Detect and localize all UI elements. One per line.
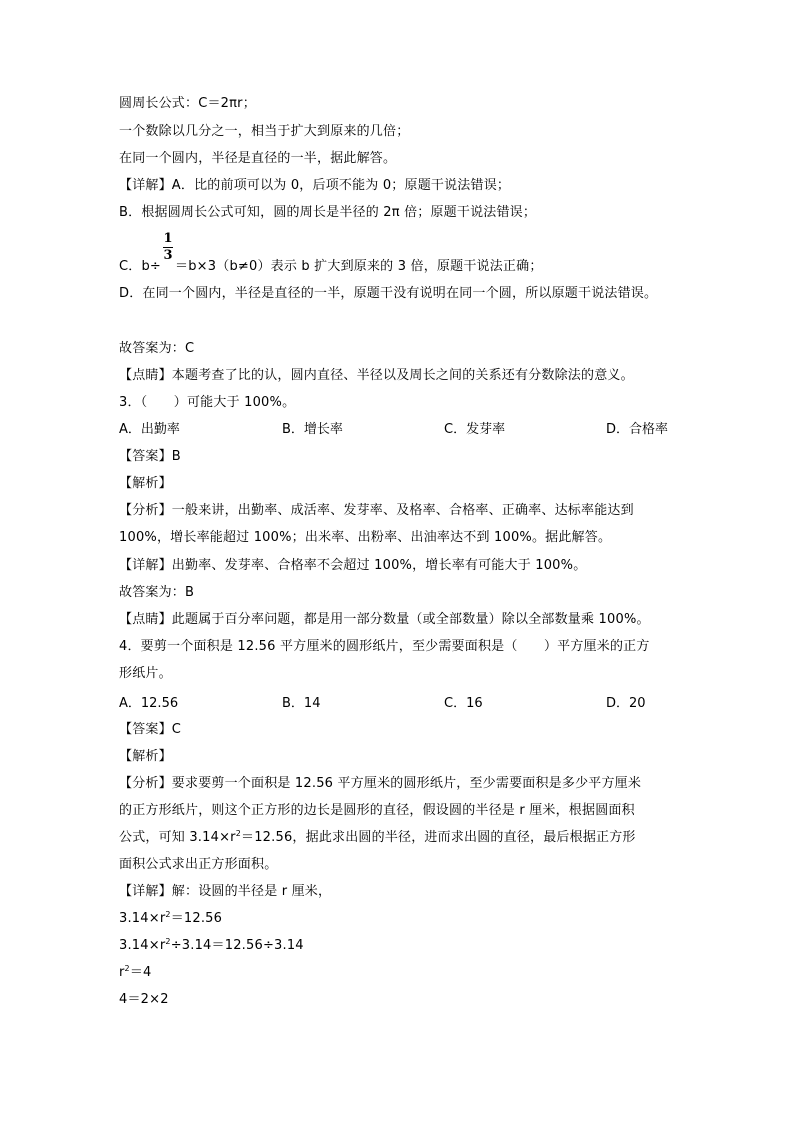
text-line-detail-c	[119, 259, 543, 275]
q4-analysis-heading: 【解析】	[119, 749, 172, 764]
equation-1-pre: 3.14×r	[119, 911, 166, 926]
superscript-2: 2	[165, 937, 171, 946]
q4-detail-intro: 【详解】解：设圆的半径是 r 厘米，	[119, 884, 332, 899]
text-line-circumference-formula: 圆周长公式：C＝2πr；	[119, 96, 256, 111]
q3-option-d: D．合格率	[606, 422, 669, 437]
q3-answer: 【答案】B	[119, 449, 181, 464]
q4-analysis-line-3-pre: 公式，可知 3.14×r	[119, 830, 236, 845]
question-4-stem-line-1: 4．要剪一个面积是 12.56 平方厘米的圆形纸片，至少需要面积是（ ）平方厘米的正方	[119, 639, 650, 654]
equation-2-post: ÷3.14＝12.56÷3.14	[170, 938, 304, 953]
equation-1	[119, 911, 222, 927]
text-line-radius-rule: 在同一个圆内，半径是直径的一半，据此解答。	[119, 151, 397, 166]
q4-analysis-line-3-post: ＝12.56，据此求出圆的半径，进而求出圆的直径，最后根据正方形	[241, 830, 636, 845]
q4-analysis-line-3	[119, 830, 636, 846]
text-line-detail-d: D．在同一个圆内，半径是直径的一半，原题干没有说明在同一个圆，所以原题干说法错误。	[119, 286, 658, 301]
q4-option-d: D．20	[606, 696, 646, 711]
equation-3	[119, 965, 152, 981]
detail-c-prefix: C．b÷	[119, 259, 162, 274]
q3-comment: 【点睛】此题属于百分率问题，都是用一部分数量（或全部数量）除以全部数量乘 100%。	[119, 612, 650, 627]
q3-option-b: B．增长率	[282, 422, 343, 437]
equation-2	[119, 938, 304, 954]
fraction-denominator: 3	[163, 248, 173, 263]
equation-2-pre: 3.14×r	[119, 938, 166, 953]
q3-analysis-line-2: 100%，增长率能超过 100%；出米率、出粉率、出油率达不到 100%。据此解答。	[119, 530, 612, 545]
equation-3-pre: r	[119, 965, 125, 980]
question-4-stem-line-2: 形纸片。	[119, 666, 172, 681]
q4-analysis-line-1: 【分析】要求要剪一个面积是 12.56 平方厘米的圆形纸片，至少需要面积是多少平方厘米	[119, 776, 642, 791]
question-3-stem: 3．（ ）可能大于 100%。	[119, 395, 296, 410]
q4-analysis-line-2: 的正方形纸片，则这个正方形的边长是圆形的直径，假设圆的半径是 r 厘米，根据圆面积	[119, 803, 635, 818]
q4-option-b: B．14	[282, 696, 321, 711]
text-line-detail-a: 【详解】A．比的前项可以为 0，后项不能为 0；原题干说法错误；	[119, 178, 511, 193]
text-line-detail-b: B．根据圆周长公式可知，圆的周长是半径的 2π 倍；原题干说法错误；	[119, 205, 537, 220]
equation-3-post: ＝4	[129, 965, 152, 980]
superscript-2: 2	[124, 964, 130, 973]
equation-4: 4＝2×2	[119, 992, 169, 1007]
q3-analysis-heading: 【解析】	[119, 476, 172, 491]
equation-1-post: ＝12.56	[170, 911, 223, 926]
fraction-numerator: 1	[163, 231, 173, 246]
q3-final-answer: 故答案为：B	[119, 585, 195, 600]
q4-option-a: A．12.56	[119, 696, 179, 711]
text-line-answer-c: 故答案为：C	[119, 341, 195, 356]
q4-analysis-line-4: 面积公式求出正方形面积。	[119, 857, 278, 872]
superscript-2: 2	[235, 829, 242, 838]
superscript-2: 2	[165, 910, 171, 919]
text-line-comment: 【点睛】本题考查了比的认，圆内直径、半径以及周长之间的关系还有分数除法的意义。	[119, 368, 634, 383]
q3-analysis-line-1: 【分析】一般来讲，出勤率、成活率、发芽率、及格率、合格率、正确率、达标率能达到	[119, 503, 634, 518]
detail-c-suffix: ＝b×3（b≠0）表示 b 扩大到原来的 3 倍，原题干说法正确；	[175, 259, 543, 274]
q4-option-c: C．16	[444, 696, 483, 711]
q4-answer: 【答案】C	[119, 722, 182, 737]
q3-option-c: C．发芽率	[444, 422, 506, 437]
q3-option-a: A．出勤率	[119, 422, 180, 437]
text-line-division-rule: 一个数除以几分之一，相当于扩大到原来的几倍；	[119, 124, 410, 139]
q3-detail: 【详解】出勤率、发芽率、合格率不会超过 100%，增长率有可能大于 100%。	[119, 558, 587, 573]
